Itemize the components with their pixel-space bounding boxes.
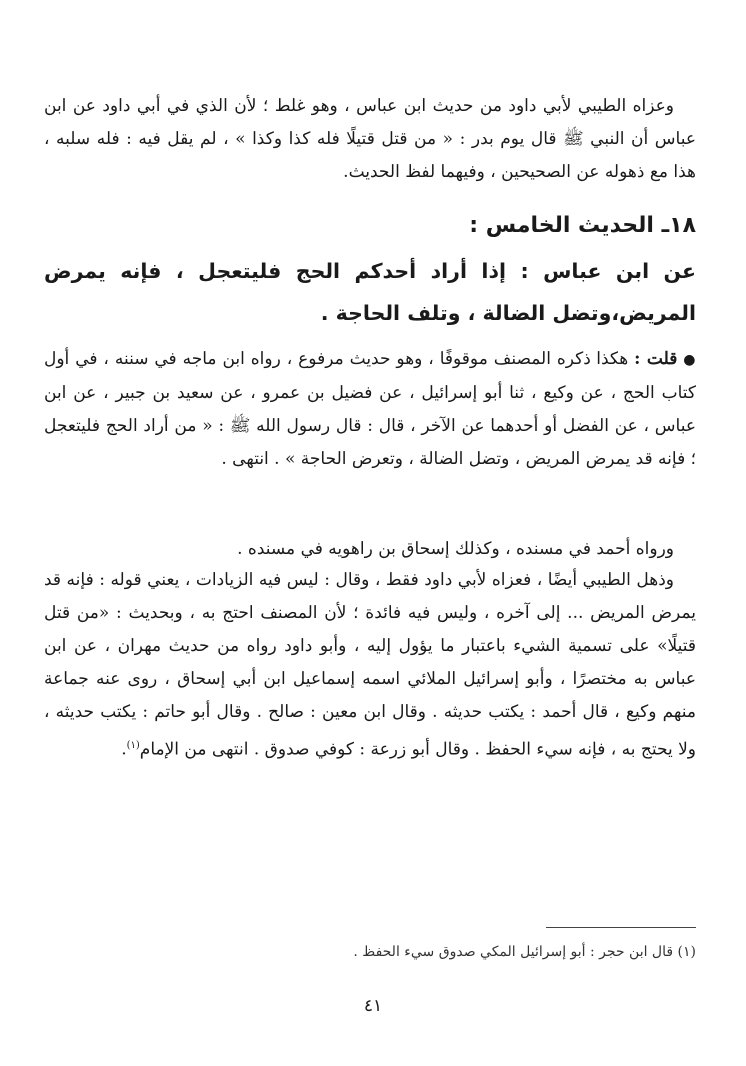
footnote-divider	[546, 927, 696, 928]
paragraph-ahmad	[44, 533, 696, 566]
paragraph-text: وعزاه الطيبي لأبي داود من حديث ابن عباس ، وهو غلط ؛ لأن الذي في أبي داود عن ابن عباس أن النبي ﷺ قال يوم بدر : « من قتل قتيلًا فله كذا وكذا » ، لم يقل فيه : فله سلبه ، هذا مع ذهوله عن الصحيحين ، وفيهما لفظ الحديث.	[44, 96, 696, 182]
paragraph-tibi	[44, 564, 696, 767]
paragraph-end: .	[121, 739, 127, 760]
page-number: ٤١	[363, 996, 383, 1016]
commentary-text: هكذا ذكره المصنف موقوفًا ، وهو حديث مرفوع ، رواه ابن ماجه في سننه ، في أول كتاب الحج ، عن وكيع ، ثنا أبو إسرائيل ، عن فضيل بن عمرو ، عن سعيد بن جبير ، عن ابن عباس ، عن الفضل أو أحدهما عن الآخر ، قال : قال رسول الله ﷺ : « من أراد الحج فليتعجل ؛ فإنه قد يمرض المريض ، وتضل الضالة ، وتعرض الحاجة » . انتهى .	[44, 349, 696, 469]
paragraph-opening	[44, 90, 696, 189]
paragraph-text: وذهل الطيبي أيضًا ، فعزاه لأبي داود فقط ، وقال : ليس فيه الزيادات ، يعني قوله : فإنه قد يمرض المريض ... إلى آخره ، وليس فيه فائدة ؛ لأن المصنف احتج به ، وبحديث : «من قتل قتيلًا» على تسمية الشيء باعتبار ما يؤول إليه ، وأبو داود رواه من حديث مهران ، عن ابن عباس به مختصرًا ، وأبو إسرائيل الملائي اسمه إسماعيل ابن أبي إسحاق ، روى عنه جماعة منهم وكيع ، قال أحمد : يكتب حديثه . وقال ابن معين : صالح . وقال أبو حاتم : يكتب حديثه ، ولا يحتج به ، فإنه سيء الحفظ . وقال أبو زرعة : كوفي صدوق . انتهى من الإمام	[44, 570, 696, 760]
commentary-label: قلت :	[634, 349, 678, 369]
footnote-reference[interactable]: (١)	[126, 740, 140, 751]
paragraph-text: ورواه أحمد في مسنده ، وكذلك إسحاق بن راهويه في مسنده .	[237, 539, 674, 559]
bullet-icon: ●	[683, 352, 697, 368]
hadith-text: عن ابن عباس : إذا أراد أحدكم الحج فليتعجل ، فإنه يمرض المريض،وتضل الضالة ، وتلف الحاجة .	[44, 259, 696, 325]
paragraph-text-wrapper	[44, 564, 696, 767]
footnote-marker: (١)	[677, 944, 696, 960]
commentary-paragraph	[44, 343, 696, 476]
footnote-text: قال ابن حجر : أبو إسرائيل المكي صدوق سيء الحفظ .	[353, 944, 674, 960]
footnote	[44, 940, 696, 964]
commentary-text-wrapper	[44, 343, 696, 476]
hadith-heading: ١٨ـ الحديث الخامس :	[469, 213, 696, 238]
